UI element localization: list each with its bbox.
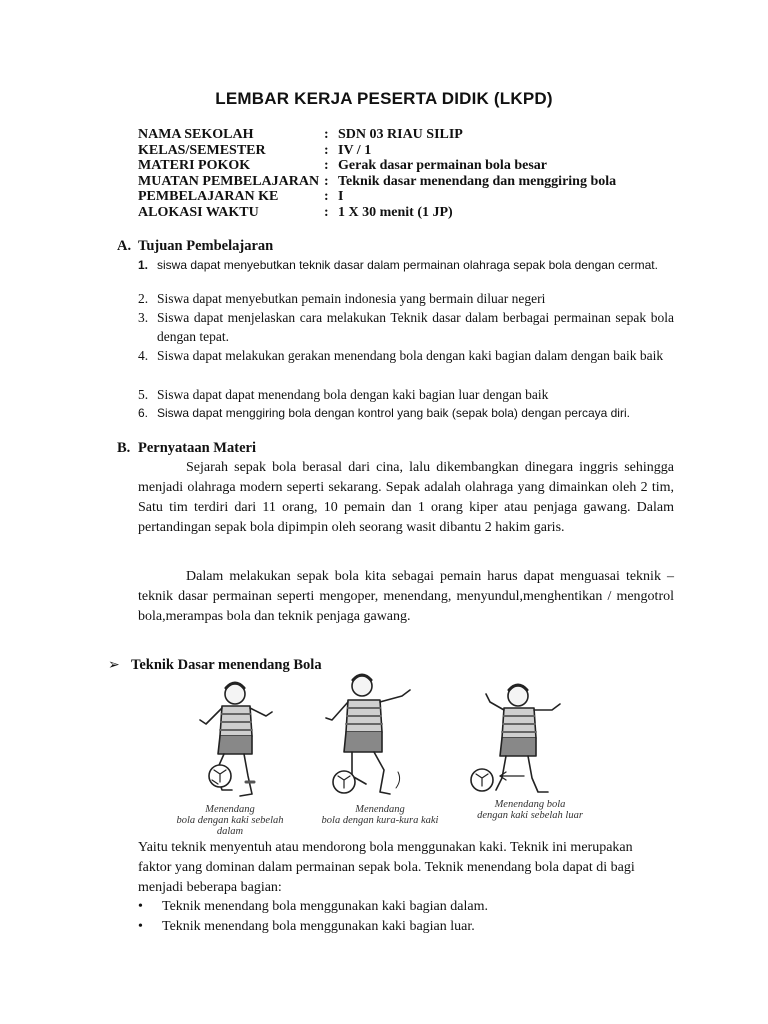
player-inside-foot-illustration — [200, 683, 272, 796]
page-title: LEMBAR KERJA PESERTA DIDIK (LKPD) — [215, 89, 553, 108]
section-letter: A. — [117, 238, 132, 254]
subsection-heading: Teknik Dasar menendang Bola — [131, 657, 322, 673]
identity-key: MATERI POKOK — [138, 158, 251, 173]
figure-caption — [160, 804, 300, 837]
item-text: Siswa dapat menjelaskan cara melakukan Teknik dasar dalam berbagai permainan sepak bola dengan tepat. — [157, 310, 674, 344]
identity-value: Teknik dasar menendang dan menggiring bola — [338, 174, 617, 189]
identity-value: I — [338, 189, 344, 204]
item-number: 1. — [138, 258, 149, 272]
item-number: 5. — [138, 387, 149, 402]
list-item-text: Teknik menendang bola menggunakan kaki bagian luar. — [162, 919, 475, 934]
identity-key: ALOKASI WAKTU — [138, 205, 259, 220]
identity-key: NAMA SEKOLAH — [138, 127, 254, 142]
identity-colon: : — [324, 127, 329, 142]
identity-value: 1 X 30 menit (1 JP) — [338, 205, 453, 220]
caption-line: bola dengan kaki sebelah — [176, 815, 284, 826]
objective-item — [138, 405, 674, 422]
section-title: Pernyataan Materi — [138, 440, 256, 456]
identity-value: SDN 03 RIAU SILIP — [338, 127, 463, 142]
item-text: Siswa dapat menyebutkan pemain indonesia yang bermain diluar negeri — [157, 291, 546, 306]
technique-paragraph: Dalam melakukan sepak bola kita sebagai pemain harus dapat menguasai teknik – teknik dasar permainan seperti mengoper, menendang, menyundul,menghentikan / mengotrol bola,merampas bola dan teknik penjaga gawang. — [138, 569, 674, 624]
list-item-text: Teknik menendang bola menggunakan kaki bagian dalam. — [162, 899, 488, 914]
objective-item — [138, 289, 674, 308]
item-text: Siswa dapat menggiring bola dengan kontrol yang baik (sepak bola) dengan percaya diri. — [157, 406, 630, 420]
caption-line: Menendang — [205, 804, 255, 815]
arrow-bullet-icon: ➢ — [108, 658, 120, 673]
item-text: Siswa dapat dapat menendang bola dengan kaki bagian luar dengan baik — [157, 387, 549, 402]
caption-line: bola dengan kura-kura kaki — [321, 815, 439, 826]
caption-line: dengan kaki sebelah luar — [477, 810, 583, 821]
section-letter: B. — [117, 440, 131, 456]
identity-value: Gerak dasar permainan bola besar — [338, 158, 547, 173]
identity-key: MUATAN PEMBELAJARAN — [138, 174, 320, 189]
identity-colon: : — [324, 143, 329, 158]
identity-colon: : — [324, 205, 329, 220]
caption-line: Menendang bola — [494, 799, 566, 810]
figure-caption — [305, 804, 455, 826]
item-number: 6. — [138, 406, 149, 420]
objective-item — [138, 385, 674, 404]
caption-line: Menendang — [355, 804, 405, 815]
player-outside-foot-illustration — [471, 685, 560, 792]
section-a-heading — [117, 238, 273, 255]
item-text: Siswa dapat melakukan gerakan menendang bola dengan kaki bagian dalam dengan baik baik — [157, 348, 664, 363]
identity-key: PEMBELAJARAN KE — [138, 189, 279, 204]
caption-line: dalam — [216, 826, 244, 837]
player-instep-illustration — [326, 675, 410, 794]
kicking-technique-figure — [140, 672, 580, 802]
identity-colon: : — [324, 158, 329, 173]
bullet-icon: • — [138, 899, 143, 914]
section-title: Tujuan Pembelajaran — [138, 238, 274, 254]
item-number: 2. — [138, 291, 149, 306]
identity-value: IV / 1 — [338, 143, 372, 158]
objective-item — [138, 346, 674, 365]
kicking-paragraph: Yaitu teknik menyentuh atau mendorong bola menggunakan kaki. Teknik ini merupakan faktor yang dominan dalam permainan sepak bola. Teknik menendang bola dapat di bagi menjadi beberapa bagian: — [138, 840, 635, 895]
item-number: 4. — [138, 348, 149, 363]
objective-item — [138, 257, 674, 274]
history-paragraph: Sejarah sepak bola berasal dari cina, lalu dikembangkan dinegara inggris sehingga menjadi olahraga modern seperti sekarang. Sepak adalah olahraga yang dimainkan oleh 2 tim, Satu tim terdiri dari 11 orang, 10 pemain dan 1 orang kiper atau penjaga gawang. Dalam pertandingan sepak bola dipimpin oleh seorang wasit dibantu 2 hakim garis. — [138, 460, 674, 535]
section-b-heading — [117, 440, 256, 457]
figure-caption — [455, 799, 605, 821]
item-text: siswa dapat menyebutkan teknik dasar dalam permainan olahraga sepak bola dengan cermat. — [157, 258, 658, 272]
bullet-icon: • — [138, 919, 143, 934]
identity-key: KELAS/SEMESTER — [138, 143, 266, 158]
item-number: 3. — [138, 310, 149, 325]
identity-colon: : — [324, 189, 329, 204]
identity-colon: : — [324, 174, 329, 189]
objective-item — [138, 308, 674, 346]
